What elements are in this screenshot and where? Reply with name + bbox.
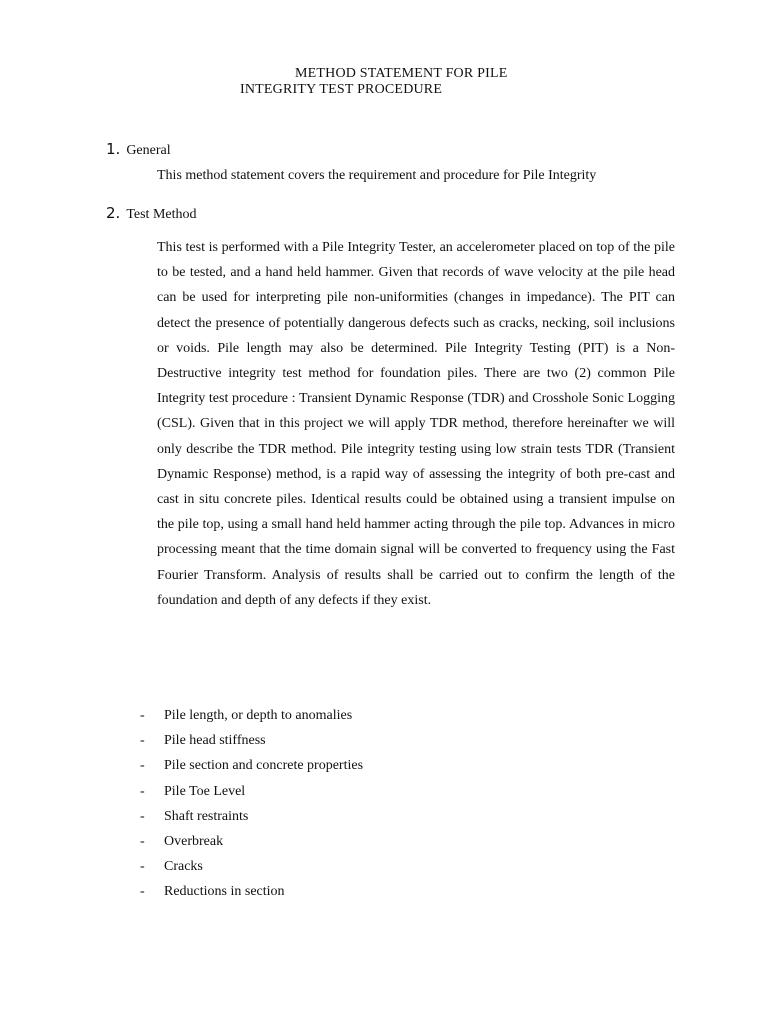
list-bullet: - bbox=[140, 884, 145, 900]
document-title-line-2: INTEGRITY TEST PROCEDURE bbox=[240, 82, 443, 97]
document-title-line-1: METHOD STATEMENT FOR PILE bbox=[295, 66, 508, 81]
list-item-text: Pile section and concrete properties bbox=[164, 758, 364, 774]
list-item-text: Pile head stiffness bbox=[164, 733, 266, 749]
section-title: Test Method bbox=[126, 207, 197, 222]
list-bullet: - bbox=[140, 733, 145, 749]
section-title: General bbox=[126, 143, 171, 158]
section-heading-general bbox=[106, 140, 171, 159]
list-item-text: Overbreak bbox=[164, 833, 224, 849]
section-number: 1. bbox=[106, 140, 121, 158]
section-heading-test-method bbox=[106, 204, 197, 223]
general-paragraph: This method statement covers the requirement and procedure for Pile Integrity bbox=[157, 168, 597, 183]
list-item-text: Cracks bbox=[164, 859, 203, 875]
list-item-text: Pile Toe Level bbox=[164, 783, 246, 799]
list-item-text: Pile length, or depth to anomalies bbox=[164, 708, 353, 723]
list-item-text: Reductions in section bbox=[164, 884, 285, 900]
list-bullet: - bbox=[140, 859, 145, 875]
list-bullet: - bbox=[140, 758, 145, 774]
list-bullet: - bbox=[140, 833, 145, 849]
list-bullet: - bbox=[140, 708, 145, 723]
test-method-paragraph: This test is performed with a Pile Integrity Tester, an accelerometer placed on top of the pile to be tested, and a hand held hammer. Given that records of wave velocity at the pile head can be used for interpreting pile non-uniformities (changes in impedance). The PIT can detect the presence of potentially dangerous defects such as cracks, necking, soil inclusions or voids. Pile length may also be determined. Pile Integrity Testing (PIT) is a Non-Destructive integrity test method for foundation piles. There are two (2) common Pile Integrity test procedure : Transient Dynamic Response (TDR) and Crosshole Sonic Logging (CSL). Given that in this project we will apply TDR method, therefore hereinafter we will only describe the TDR method. Pile integrity testing using low strain tests TDR (Transient Dynamic Response) method, is a rapid way of assessing the integrity of both pre-cast and cast in situ concrete piles. Identical results could be obtained using a transient impulse on the pile top, using a small hand held hammer acting through the pile top. Advances in micro processing meant that the time domain signal will be converted to frequency using the Fast Fourier Transform. Analysis of results shall be carried out to confirm the length of the foundation and depth of any defects if they exist. bbox=[157, 240, 675, 608]
list-item-text: Shaft restraints bbox=[164, 808, 249, 824]
list-bullet: - bbox=[140, 783, 145, 799]
section-number: 2. bbox=[106, 204, 121, 222]
list-bullet: - bbox=[140, 808, 145, 824]
